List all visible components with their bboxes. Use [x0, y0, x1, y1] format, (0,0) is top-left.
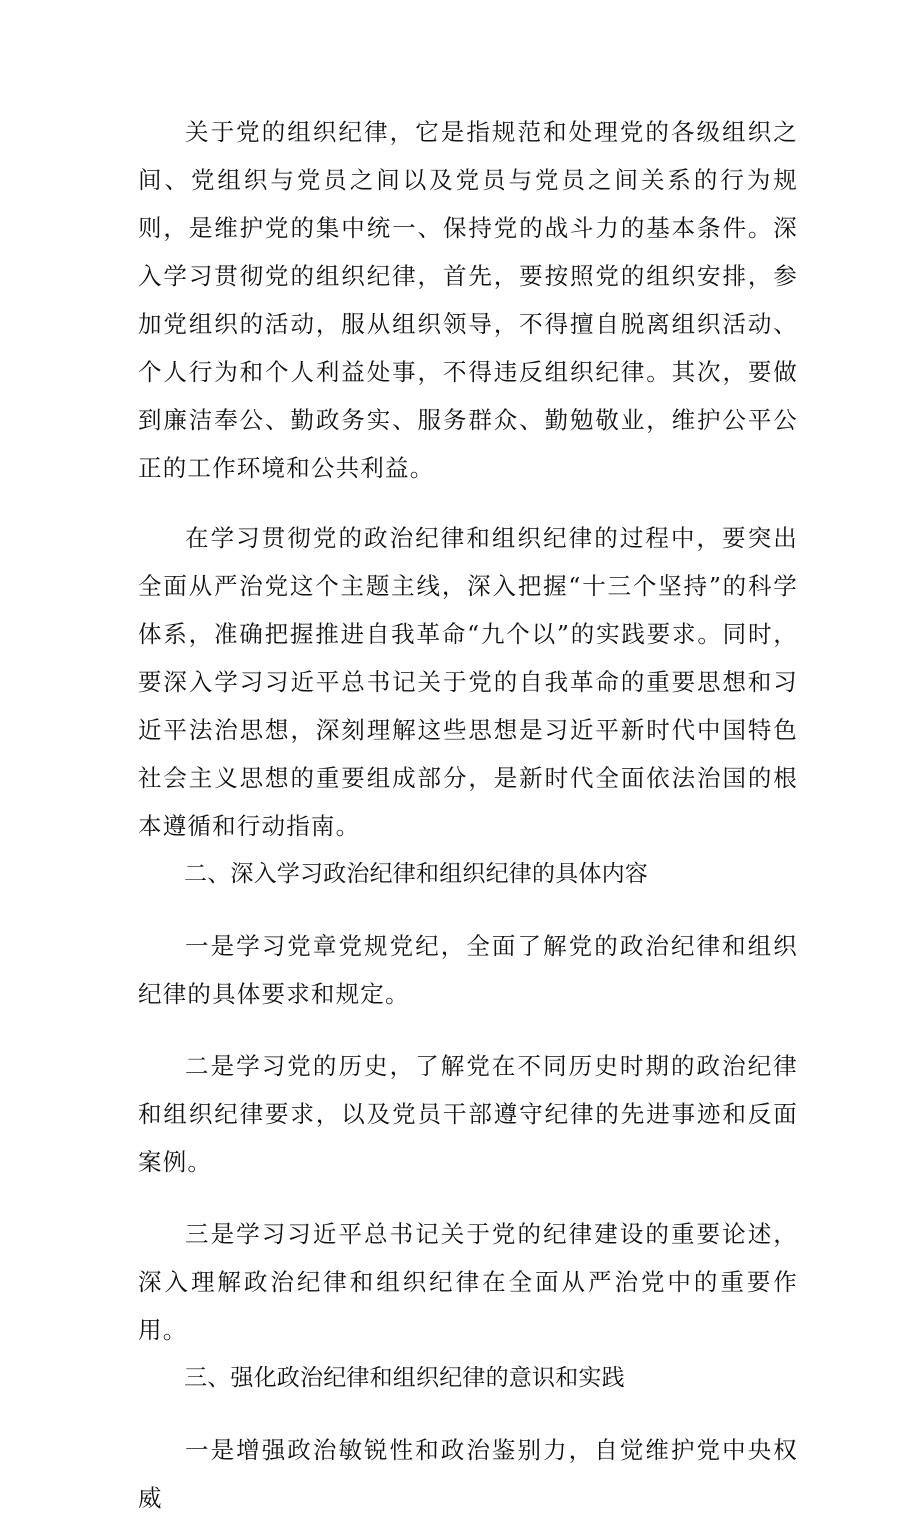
paragraph-item-three: 三是学习习近平总书记关于党的纪律建设的重要论述，深入理解政治纪律和组织纪律在全面从严治党中的重要作用。: [138, 1220, 798, 1344]
paragraph-item-two: 二是学习党的历史，了解党在不同历史时期的政治纪律和组织纪律要求，以及党员干部遵守纪律的先进事迹和反面案例。: [138, 1052, 798, 1176]
paragraph-study-process: 在学习贯彻党的政治纪律和组织纪律的过程中，要突出全面从严治党这个主题主线，深入把握“十三个坚持”的科学体系，准确把握推进自我革命“九个以”的实践要求。同时，要深入学习习近平总书记关于党的自我革命的重要思想和习近平法治思想，深刻理解这些思想是习近平新时代中国特色社会主义思想的重要组成部分，是新时代全面依法治国的根本遵循和行动指南。: [138, 524, 798, 840]
paragraph-strengthen-one: 一是增强政治敏锐性和政治鉴别力，自觉维护党中央权威: [138, 1436, 798, 1512]
paragraph-organizational-discipline: 关于党的组织纪律，它是指规范和处理党的各级组织之间、党组织与党员之间以及党员与党员之间关系的行为规则，是维护党的集中统一、保持党的战斗力的基本条件。深入学习贯彻党的组织纪律，首先，要按照党的组织安排，参加党组织的活动，服从组织领导，不得擅自脱离组织活动、个人行为和个人利益处事，不得违反组织纪律。其次，要做到廉洁奉公、勤政务实、服务群众、勤勉敬业，维护公平公正的工作环境和公共利益。: [138, 118, 798, 482]
section-heading-three: 三、强化政治纪律和组织纪律的意识和实践: [184, 1365, 625, 1391]
paragraph-item-one: 一是学习党章党规党纪，全面了解党的政治纪律和组织纪律的具体要求和规定。: [138, 932, 798, 1008]
section-heading-two: 二、深入学习政治纪律和组织纪律的具体内容: [184, 861, 648, 887]
document-body: [138, 108, 798, 1522]
